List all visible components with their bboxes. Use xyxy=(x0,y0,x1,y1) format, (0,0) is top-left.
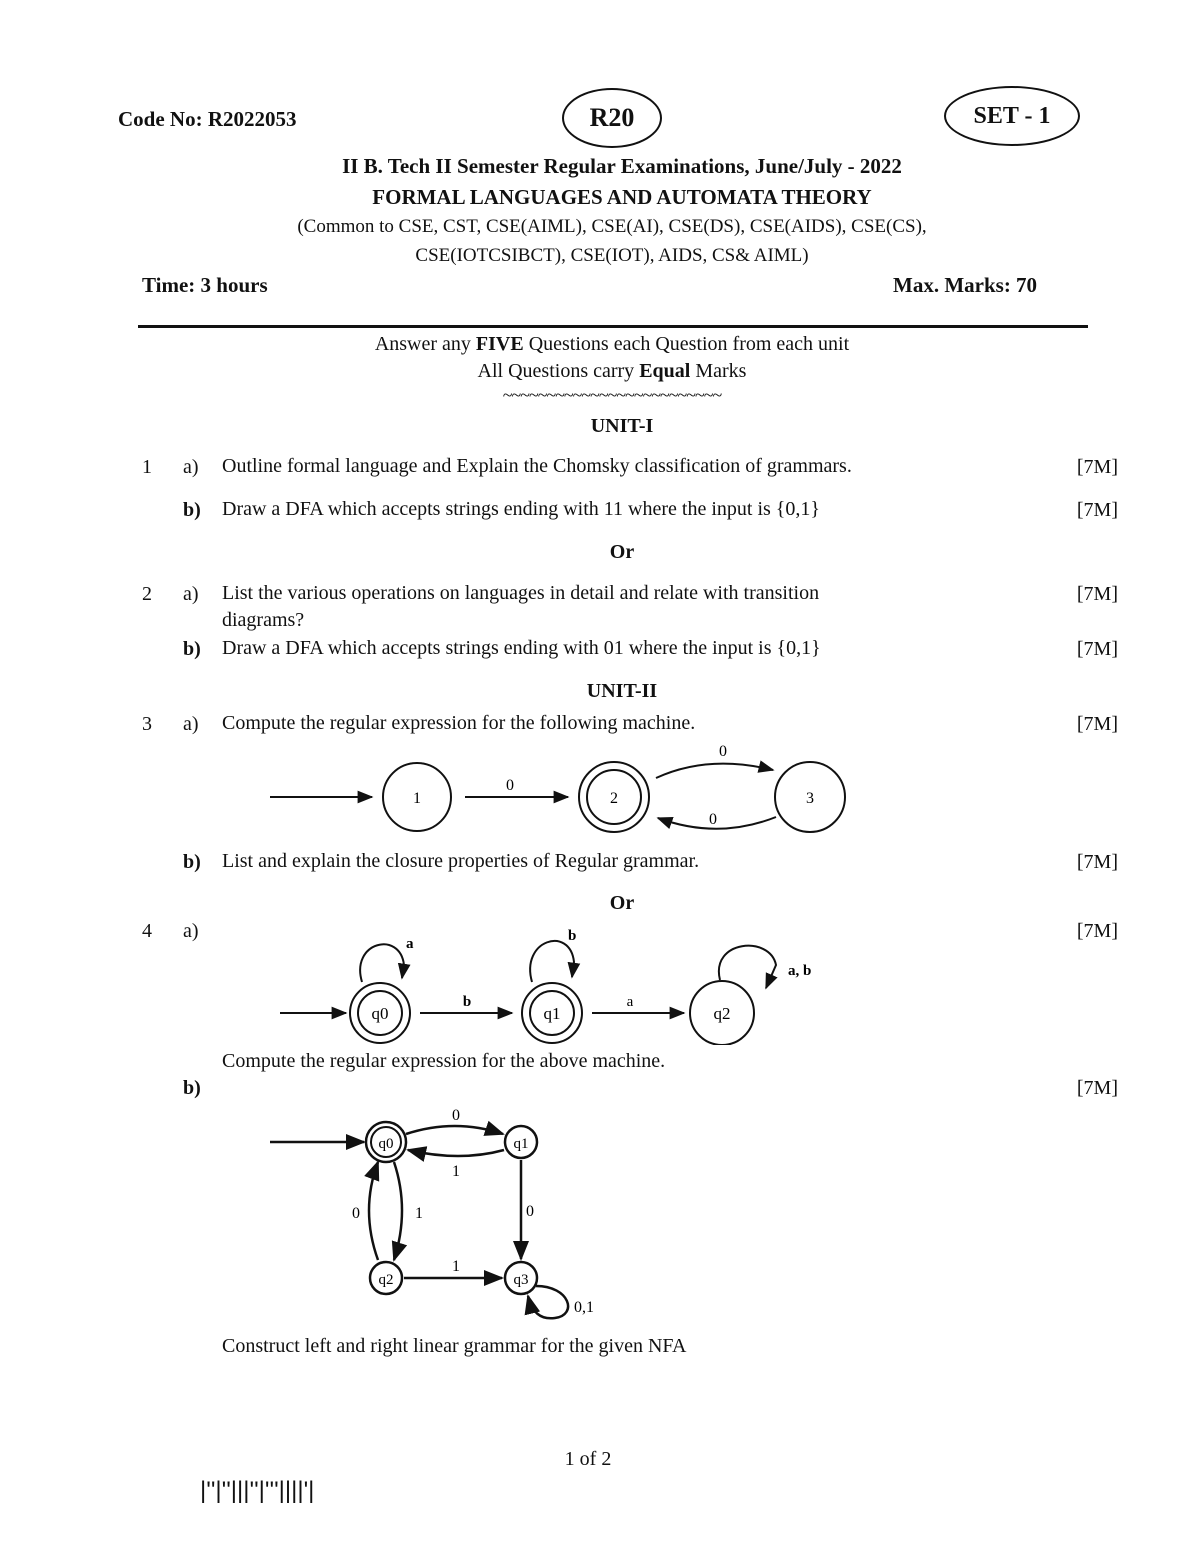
question-1a-label: a) xyxy=(183,456,199,478)
tilde-separator: ~~~~~~~~~~~~~~~~~~~~~~~~~ xyxy=(502,385,722,405)
question-1b-label: b) xyxy=(183,499,201,521)
question-1-number: 1 xyxy=(142,456,152,478)
q4a-state-q0-label: q0 xyxy=(371,1004,389,1023)
q3a-edge-2-3 xyxy=(656,764,773,778)
q4b-edge-q0-q1 xyxy=(406,1126,503,1134)
question-3b-marks: [7M] xyxy=(1076,851,1118,873)
q4a-loop-q1 xyxy=(530,941,574,982)
question-2a-text-line-2: diagrams? xyxy=(222,609,305,631)
instruction-1-bold: FIVE xyxy=(475,333,524,355)
q4b-edge-q2-q0-label: 0 xyxy=(352,1205,360,1222)
q4b-edge-q1-q0-label: 1 xyxy=(452,1163,460,1180)
exam-duration: Time: 3 hours xyxy=(142,273,268,297)
question-3a-marks: [7M] xyxy=(1076,713,1118,735)
q4a-state-q2-label: q2 xyxy=(713,1004,731,1023)
question-3b-text: List and explain the closure properties of Regular grammar. xyxy=(222,850,700,872)
question-2-number: 2 xyxy=(142,583,152,605)
question-3a-label: a) xyxy=(183,713,199,735)
question-4-number: 4 xyxy=(142,920,152,942)
question-2a-text-line-1: List the various operations on languages in detail and relate with transition xyxy=(222,582,820,604)
common-to-line-2: CSE(IOTCSIBCT), CSE(IOT), AIDS, CS& AIML) xyxy=(415,245,809,266)
unit-1-heading: UNIT-I xyxy=(590,415,654,437)
q3a-state-2-label: 2 xyxy=(610,790,618,807)
q4b-edge-q0-q1-label: 0 xyxy=(452,1107,460,1124)
q4b-edge-q0-q2-label: 1 xyxy=(415,1205,423,1222)
q4a-loop-q0 xyxy=(360,944,404,982)
q4a-loop-q0-label: a xyxy=(406,936,414,952)
q4b-edge-q0-q2 xyxy=(394,1162,402,1260)
instruction-2-pre: All Questions carry xyxy=(477,360,640,382)
code-number: Code No: R2022053 xyxy=(118,107,297,131)
set-badge xyxy=(944,86,1080,146)
q4a-edge-q1-q2-label: a xyxy=(626,994,634,1010)
question-2b-marks: [7M] xyxy=(1076,638,1118,660)
exam-title: II B. Tech II Semester Regular Examinations, June/July - 2022 xyxy=(342,154,902,178)
question-4a-label: a) xyxy=(183,920,199,942)
q3a-edge-3-2 xyxy=(658,817,776,829)
regulation-label: R20 xyxy=(589,103,635,132)
instruction-2-bold: Equal xyxy=(639,360,691,382)
q4a-edge-q0-q1-label: b xyxy=(462,994,472,1010)
q3a-state-3-label: 3 xyxy=(806,790,814,807)
q4a-loop-q1-label: b xyxy=(568,928,577,944)
q3a-state-1-label: 1 xyxy=(413,790,421,807)
question-4b-label: b) xyxy=(183,1077,201,1099)
set-label: SET - 1 xyxy=(973,102,1051,129)
unit-2-heading: UNIT-II xyxy=(586,680,658,702)
question-1b-marks: [7M] xyxy=(1076,499,1118,521)
question-3a-text: Compute the regular expression for the following machine. xyxy=(222,712,696,734)
q4b-edge-q2-q0 xyxy=(369,1162,378,1260)
instruction-2-post: Marks xyxy=(690,360,747,382)
q4b-edge-q1-q0 xyxy=(408,1150,504,1156)
q3a-edge-3-2-label: 0 xyxy=(709,811,717,828)
max-marks: Max. Marks: 70 xyxy=(893,273,1038,297)
barcode: |''|''|||''|'''||||'| xyxy=(200,1477,315,1504)
or-separator-2: Or xyxy=(609,892,635,914)
q4a-state-diagram xyxy=(270,920,850,1045)
regulation-badge xyxy=(562,88,662,148)
q4b-edge-q2-q3-label: 1 xyxy=(452,1258,460,1275)
q4b-state-q3-label: q3 xyxy=(513,1272,529,1288)
subject-title: FORMAL LANGUAGES AND AUTOMATA THEORY xyxy=(372,185,872,209)
q4b-state-q2-label: q2 xyxy=(378,1272,394,1288)
question-1a-text: Outline formal language and Explain the Chomsky classification of grammars. xyxy=(222,455,852,477)
q4b-loop-q3 xyxy=(528,1286,568,1318)
question-2a-marks: [7M] xyxy=(1076,583,1118,605)
instruction-1-post: Questions each Question from each unit xyxy=(523,333,850,355)
q4b-nfa-diagram xyxy=(260,1100,620,1320)
q3a-state-diagram xyxy=(228,740,898,840)
question-2a-label: a) xyxy=(183,583,199,605)
question-4a-text: Compute the regular expression for the above machine. xyxy=(222,1050,666,1072)
question-4b-marks: [7M] xyxy=(1076,1077,1118,1099)
q4a-state-q1-label: q1 xyxy=(543,1004,561,1023)
or-separator-1: Or xyxy=(609,541,635,563)
page-number: 1 of 2 xyxy=(564,1448,612,1470)
question-2b-text: Draw a DFA which accepts strings ending with 01 where the input is {0,1} xyxy=(222,637,821,659)
question-4a-marks: [7M] xyxy=(1076,920,1118,942)
q4b-edge-q1-q3-label: 0 xyxy=(526,1203,534,1220)
common-to-line-1: (Common to CSE, CST, CSE(AIML), CSE(AI), CSE(DS), CSE(AIDS), CSE(CS), xyxy=(297,216,927,237)
question-3-number: 3 xyxy=(142,713,152,735)
instruction-line-1 xyxy=(12,333,1200,356)
instruction-1-pre: Answer any xyxy=(374,333,476,355)
question-4b-text: Construct left and right linear grammar for the given NFA xyxy=(222,1335,687,1357)
question-2b-label: b) xyxy=(183,638,201,660)
question-1b-text: Draw a DFA which accepts strings ending with 11 where the input is {0,1} xyxy=(222,498,820,520)
question-3b-label: b) xyxy=(183,851,201,873)
q4b-loop-q3-label: 0,1 xyxy=(574,1299,594,1316)
instruction-line-2 xyxy=(12,360,1200,383)
q4a-loop-q2-label: a, b xyxy=(788,963,812,979)
q3a-edge-2-3-label: 0 xyxy=(719,743,727,760)
q3a-edge-1-2-label: 0 xyxy=(506,777,514,794)
header-rule xyxy=(138,325,1088,328)
q4b-state-q0-label: q0 xyxy=(378,1136,394,1152)
question-1a-marks: [7M] xyxy=(1076,456,1118,478)
q4b-state-q1-label: q1 xyxy=(513,1136,529,1152)
